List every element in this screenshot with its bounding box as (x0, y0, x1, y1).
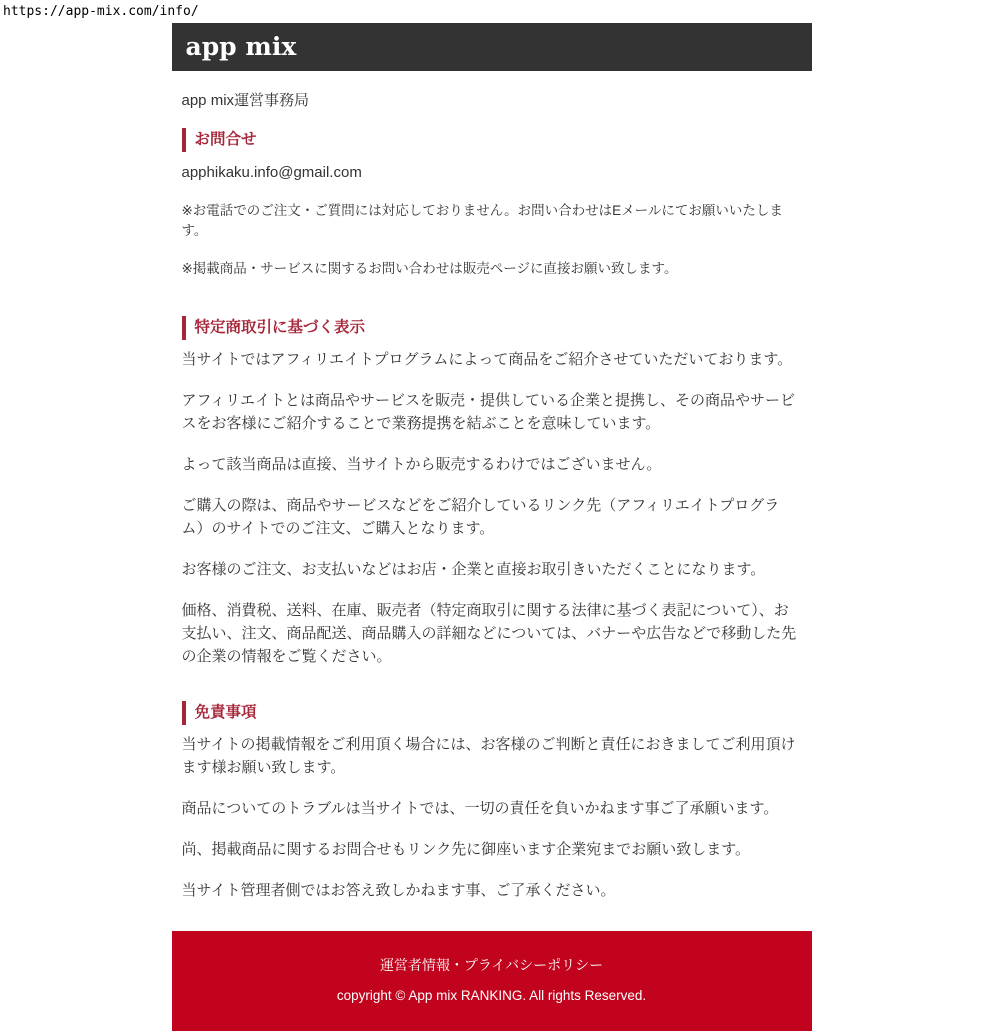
contact-heading (182, 128, 802, 152)
commerce-paragraph: お客様のご注文、お支払いなどはお店・企業と直接お取引きいただくことになります。 (181, 561, 766, 578)
heading-accent-bar (182, 701, 186, 725)
page-container (172, 23, 812, 1031)
contact-heading-label: お問合せ (194, 131, 257, 148)
commerce-paragraph: 当サイトではアフィリエイトプログラムによって商品をご紹介させていただいております。 (181, 351, 793, 368)
site-footer (172, 931, 812, 1031)
contact-note: ※お電話でのご注文・ご質問には対応しておりません。お問い合わせはEメールにてお願いいたします。 (181, 203, 783, 238)
operator-name: app mix運営事務局 (181, 92, 310, 109)
commerce-paragraph: アフィリエイトとは商品やサービスを販売・提供している企業と提携し、その商品やサービスをお客様にご紹介することで業務提携を結ぶことを意味しています。 (181, 392, 796, 432)
disclaimer-paragraph: 商品についてのトラブルは当サイトでは、一切の責任を負いかねます事ご了承願います。 (181, 800, 779, 817)
disclaimer-heading-label: 免責事項 (194, 704, 257, 721)
heading-accent-bar (182, 128, 186, 152)
heading-accent-bar (182, 316, 186, 340)
disclaimer-paragraph: 当サイト管理者側ではお答え致しかねます事、ご了承ください。 (181, 882, 616, 899)
commerce-heading (182, 316, 802, 340)
disclaimer-heading (182, 701, 802, 725)
main-content (172, 89, 812, 902)
contact-email: apphikaku.info@gmail.com (181, 164, 362, 181)
disclaimer-paragraph: 尚、掲載商品に関するお問合せもリンク先に御座います企業宛までお願い致します。 (181, 841, 751, 858)
copyright-text: copyright © App mix RANKING. All rights Reserved. (336, 988, 647, 1003)
privacy-policy-link[interactable]: 運営者情報・プライバシーポリシー (379, 957, 604, 973)
site-title-link[interactable]: app mix (185, 32, 297, 61)
commerce-paragraph: よって該当商品は直接、当サイトから販売するわけではございません。 (181, 456, 662, 473)
disclaimer-section (182, 701, 802, 902)
commerce-heading-label: 特定商取引に基づく表示 (194, 319, 366, 336)
page-url: https://app-mix.com/info/ (3, 4, 199, 19)
commerce-paragraph: 価格、消費税、送料、在庫、販売者（特定商取引に関する法律に基づく表記について）、お支払い、注文、商品配送、商品購入の詳細などについては、バナーや広告などで移動した先の企業の情報をご覧ください。 (181, 602, 797, 665)
site-header (172, 23, 812, 71)
contact-section (182, 128, 802, 279)
commerce-paragraph: ご購入の際は、商品やサービスなどをご紹介しているリンク先（アフィリエイトプログラム）のサイトでのご注文、ご購入となります。 (181, 497, 780, 537)
contact-note: ※掲載商品・サービスに関するお問い合わせは販売ページに直接お願い致します。 (181, 261, 678, 276)
disclaimer-paragraph: 当サイトの掲載情報をご利用頂く場合には、お客様のご判断と責任におきましてご利用頂けます様お願い致します。 (181, 736, 796, 776)
commerce-disclosure-section (182, 316, 802, 668)
